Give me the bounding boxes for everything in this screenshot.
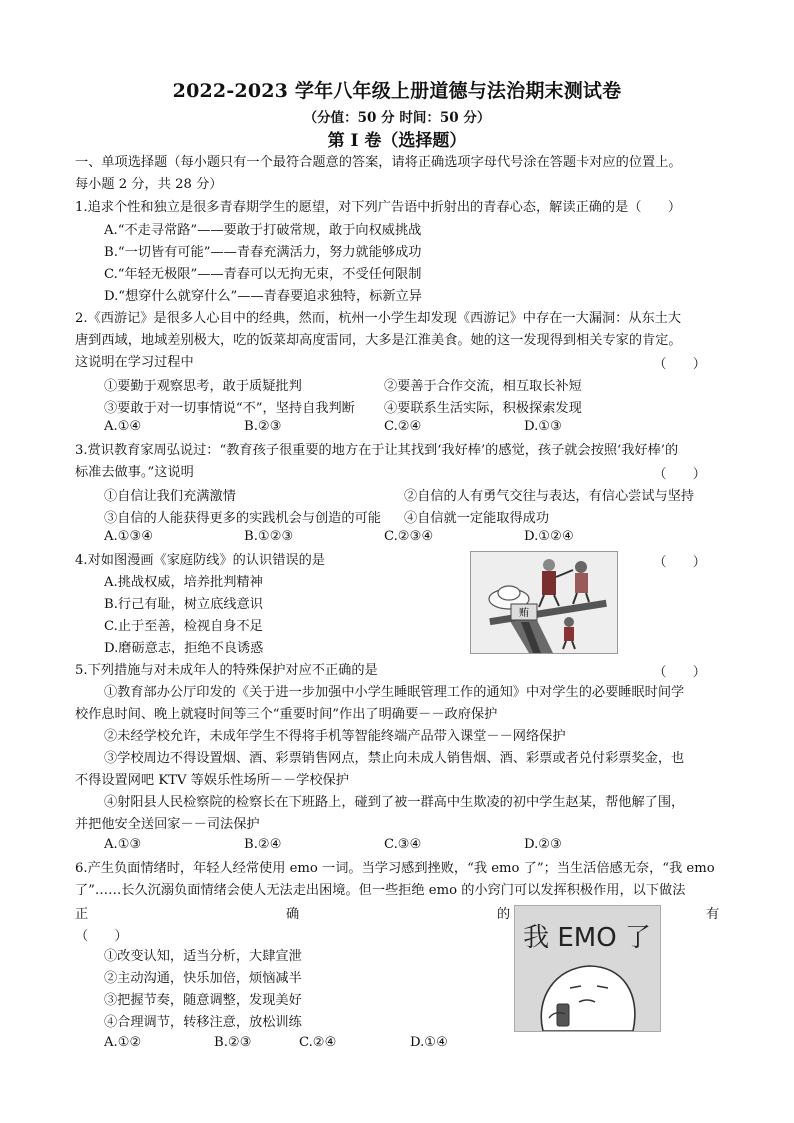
q3-option-c: C.②③④ xyxy=(384,529,434,544)
section-instruction-cont: 每小题 2 分，共 28 分） xyxy=(75,177,223,192)
q5-option-b: B.②④ xyxy=(244,837,282,852)
q5-item-1: ①教育部办公厅印发的《关于进一步加强中小学生睡眠管理工作的通知》中对学生的必要睡眠时间学 xyxy=(104,685,685,700)
q2-option-a: A.①④ xyxy=(104,419,142,434)
q6-word-3: 的 xyxy=(497,907,511,922)
family-defense-cartoon xyxy=(470,551,618,654)
q5-answer-paren: （ ） xyxy=(653,665,706,680)
q3-statement-3: ③自信的人能获得更多的实践机会与创造的可能 xyxy=(104,511,381,526)
q2-option-c: C.②④ xyxy=(384,419,422,434)
q5-stem: 5.下列措施与对未成年人的特殊保护对应不正确的是 xyxy=(75,663,378,678)
q1-option-c: C.“年轻无极限”——青春可以无拘无束，不受任何限制 xyxy=(104,267,422,282)
q2-statement-2: ②要善于合作交流，相互取长补短 xyxy=(384,379,582,394)
cartoon-bribe-label: 贿 xyxy=(519,608,529,619)
q3-stem-line2: 标准去做事。”这说明 xyxy=(75,465,194,480)
q2-stem-line1: 2.《西游记》是很多人心目中的经典，然而，杭州一小学生却发现《西游记》中存在一大漏洞：从东土大 xyxy=(75,311,682,326)
q1-option-d: D.“想穿什么就穿什么”——青春要追求独特，标新立异 xyxy=(104,289,422,304)
q3-statement-4: ④自信就一定能取得成功 xyxy=(404,511,550,526)
q5-item-4: ④射阳县人民检察院的检察长在下班路上，碰到了被一群高中生欺凌的初中学生赵某，帮他解了围， xyxy=(104,795,685,810)
q4-answer-paren: （ ） xyxy=(653,555,706,570)
emo-caption: 我 EMO 了 xyxy=(523,923,651,953)
q6-statement-1: ①改变认知，适当分析，大肆宣泄 xyxy=(104,949,302,964)
q5-item-2: ②未经学校允许，未成年学生不得将手机等智能终端产品带入课堂－－网络保护 xyxy=(104,729,566,744)
q5-option-c: C.③④ xyxy=(384,837,422,852)
emo-drawing xyxy=(515,906,660,1031)
q3-statement-1: ①自信让我们充满激情 xyxy=(104,489,236,504)
exam-subtitle: （分值：50 分 时间：50 分） xyxy=(303,110,491,126)
q4-option-b: B.行己有耻，树立底线意识 xyxy=(104,597,263,612)
q6-option-c: C.②④ xyxy=(299,1035,337,1050)
q5-option-a: A.①③ xyxy=(104,837,142,852)
q3-option-b: B.①②③ xyxy=(244,529,294,544)
q2-stem-line2: 唐到西域，地域差别极大，吃的饭菜却高度雷同，大多是江淮美食。她的这一发现得到相关专家的肯定。 xyxy=(75,333,682,348)
q6-option-a: A.①② xyxy=(104,1035,142,1050)
q6-word-2: 确 xyxy=(286,907,300,922)
section-instruction: 一、单项选择题（每小题只有一个最符合题意的答案，请将正确选项字母代号涂在答题卡对应的位置上。 xyxy=(75,155,682,170)
q2-option-d: D.①③ xyxy=(524,419,562,434)
q2-option-b: B.②③ xyxy=(244,419,282,434)
q6-stem-line2: 了”……长久沉溺负面情绪会使人无法走出困境。但一些拒绝 emo 的小窍门可以发挥积极作用，以下做法 xyxy=(75,883,686,898)
q2-statement-4: ④要联系生活实际，积极探索发现 xyxy=(384,401,582,416)
q5-item-3-cont: 不得设置网吧 KTV 等娱乐性场所－－学校保护 xyxy=(75,773,349,788)
q4-option-d: D.磨砺意志，拒绝不良诱惑 xyxy=(104,641,264,656)
q2-statement-1: ①要勤于观察思考，敢于质疑批判 xyxy=(104,379,302,394)
q5-item-3: ③学校周边不得设置烟、酒、彩票销售网点，禁止向未成人销售烟、酒、彩票或者兑付彩票奖金，也 xyxy=(104,751,685,766)
q6-statement-2: ②主动沟通，快乐加倍，烦恼减半 xyxy=(104,971,302,986)
q5-item-4-cont: 并把他安全送回家－－司法保护 xyxy=(75,817,260,832)
q1-option-a: A.“不走寻常路”——要敢于打破常规，敢于向权威挑战 xyxy=(104,223,422,238)
q1-stem: 1.追求个性和独立是很多青春期学生的愿望，对下列广告语中折射出的青春心态，解读正确的是（ ） xyxy=(75,200,682,215)
q5-item-1-cont: 校作息时间、晚上就寝时间等三个“重要时间”作出了明确要－－政府保护 xyxy=(75,707,498,722)
q2-stem-line3: 这说明在学习过程中 xyxy=(75,355,194,370)
volume-heading: 第 Ⅰ 卷（选择题） xyxy=(327,131,467,151)
q6-word-1: 正 xyxy=(75,907,89,922)
q6-option-b: B.②③ xyxy=(214,1035,252,1050)
exam-title: 2022-2023 学年八年级上册道德与法治期末测试卷 xyxy=(172,80,622,102)
q2-answer-paren: （ ） xyxy=(653,357,706,372)
cartoon-drawing xyxy=(471,552,617,653)
q3-answer-paren: （ ） xyxy=(653,467,706,482)
q3-stem-line1: 3.赏识教育家周弘说过：“教育孩子很重要的地方在于让其找到‘我好棒’的感觉，孩子就会按照‘我好棒’的 xyxy=(75,443,679,458)
q6-option-d: D.①④ xyxy=(410,1035,448,1050)
q6-statement-3: ③把握节奏，随意调整，发现美好 xyxy=(104,993,302,1008)
q3-statement-2: ②自信的人有勇气交往与表达，有信心尝试与坚持 xyxy=(404,489,695,504)
q3-option-a: A.①③④ xyxy=(104,529,154,544)
q2-statement-3: ③要敢于对一切事情说“不”，坚持自我判断 xyxy=(104,401,355,416)
q6-answer-paren: （ ） xyxy=(75,929,128,944)
q4-option-a: A.挑战权威，培养批判精神 xyxy=(104,575,263,590)
q1-option-b: B.“一切皆有可能”——青春充满活力，努力就能够成功 xyxy=(104,245,422,260)
q6-statement-4: ④合理调节，转移注意，放松训练 xyxy=(104,1015,302,1030)
q5-option-d: D.②③ xyxy=(524,837,562,852)
q4-option-c: C.止于至善，检视自身不足 xyxy=(104,619,263,634)
q6-stem-line1: 6.产生负面情绪时，年轻人经常使用 emo 一词。当学习感到挫败，“我 emo 了”；当生活倍感无奈，“我 emo xyxy=(75,861,715,876)
emo-illustration xyxy=(514,905,661,1032)
q3-option-d: D.①②④ xyxy=(524,529,574,544)
q6-word-4: 有 xyxy=(706,907,720,922)
q4-stem: 4.对如图漫画《家庭防线》的认识错误的是 xyxy=(75,553,325,568)
